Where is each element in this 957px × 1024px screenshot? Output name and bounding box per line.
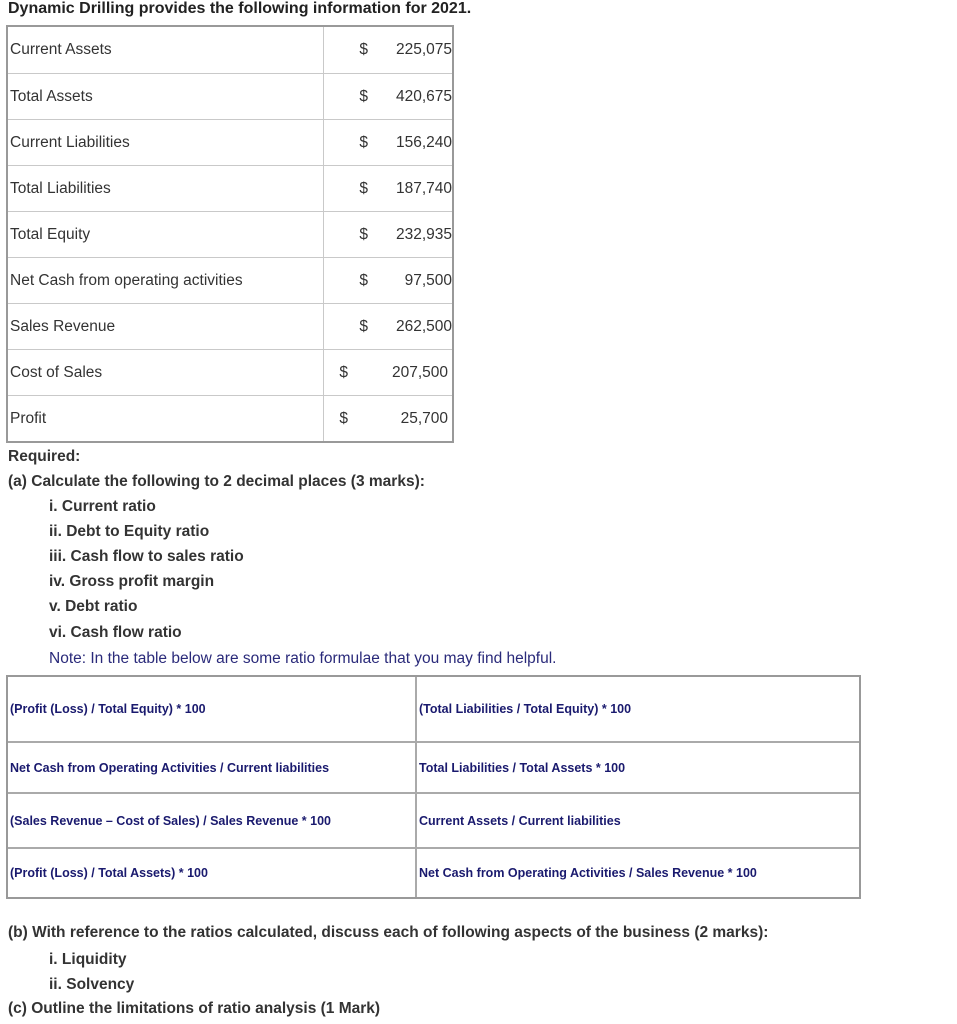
row-value-cell xyxy=(324,27,452,73)
table-row xyxy=(8,119,452,165)
row-value: 156,240 xyxy=(395,133,452,151)
part-b-item: i. Liquidity xyxy=(49,951,127,968)
row-value-cell xyxy=(324,212,452,257)
page-title: Dynamic Drilling provides the following information for 2021. xyxy=(8,0,472,17)
row-value-cell xyxy=(324,258,452,303)
currency-symbol: $ xyxy=(359,179,368,197)
table-row xyxy=(8,27,452,73)
formula-cell: (Sales Revenue – Cost of Sales) / Sales Revenue * 100 xyxy=(8,794,417,847)
table-row xyxy=(8,303,452,349)
row-value: 207,500 xyxy=(391,363,448,381)
table-row xyxy=(8,349,452,395)
row-label: Total Liabilities xyxy=(8,166,324,211)
row-label: Profit xyxy=(8,396,324,441)
table-row xyxy=(8,847,859,897)
row-value: 225,075 xyxy=(395,41,452,58)
row-label: Sales Revenue xyxy=(8,304,324,349)
currency-symbol: $ xyxy=(339,409,348,427)
table-row xyxy=(8,73,452,119)
part-b-item: ii. Solvency xyxy=(49,976,135,993)
currency-symbol: $ xyxy=(359,225,368,243)
formula-note: Note: In the table below are some ratio formulae that you may find helpful. xyxy=(49,650,557,667)
row-value: 97,500 xyxy=(404,271,452,289)
part-c-question: (c) Outline the limitations of ratio analysis (1 Mark) xyxy=(8,1000,381,1017)
row-label: Cost of Sales xyxy=(8,350,324,395)
table-row xyxy=(8,792,859,847)
row-value-cell xyxy=(324,350,452,395)
part-a-item: ii. Debt to Equity ratio xyxy=(49,523,210,540)
currency-symbol: $ xyxy=(339,363,348,381)
part-a-item: vi. Cash flow ratio xyxy=(49,624,182,641)
formula-table xyxy=(6,675,861,899)
row-value: 420,675 xyxy=(395,87,452,105)
table-row xyxy=(8,395,452,441)
row-label: Net Cash from operating activities xyxy=(8,258,324,303)
row-value: 187,740 xyxy=(395,179,452,197)
currency-symbol: $ xyxy=(359,41,368,58)
part-a-item: v. Debt ratio xyxy=(49,598,138,615)
part-a-question: (a) Calculate the following to 2 decimal places (3 marks): xyxy=(8,473,425,490)
row-label: Current Assets xyxy=(8,27,324,73)
part-b-question: (b) With reference to the ratios calculated, discuss each of following aspects of the business (2 marks): xyxy=(8,924,769,941)
table-row xyxy=(8,257,452,303)
row-value: 262,500 xyxy=(395,317,452,335)
table-row xyxy=(8,165,452,211)
formula-cell: Current Assets / Current liabilities xyxy=(419,813,621,828)
row-label: Total Equity xyxy=(8,212,324,257)
table-row xyxy=(8,211,452,257)
currency-symbol: $ xyxy=(359,87,368,105)
formula-cell: Net Cash from Operating Activities / Current liabilities xyxy=(8,743,417,792)
formula-cell: (Profit (Loss) / Total Equity) * 100 xyxy=(8,677,417,741)
required-heading: Required: xyxy=(8,448,81,465)
row-label: Current Liabilities xyxy=(8,120,324,165)
row-value-cell xyxy=(324,120,452,165)
row-value: 232,935 xyxy=(395,225,452,243)
formula-cell: Net Cash from Operating Activities / Sales Revenue * 100 xyxy=(419,866,757,880)
row-value-cell xyxy=(324,304,452,349)
row-value-cell xyxy=(324,166,452,211)
table-row xyxy=(8,741,859,792)
currency-symbol: $ xyxy=(359,317,368,335)
formula-cell: (Total Liabilities / Total Equity) * 100 xyxy=(419,702,632,716)
row-value-cell xyxy=(324,74,452,119)
table-row xyxy=(8,677,859,741)
part-a-item: iii. Cash flow to sales ratio xyxy=(49,548,244,565)
part-a-item: iv. Gross profit margin xyxy=(49,573,215,590)
formula-cell: (Profit (Loss) / Total Assets) * 100 xyxy=(8,849,417,897)
financial-table xyxy=(6,25,454,443)
formula-cell: Total Liabilities / Total Assets * 100 xyxy=(419,760,626,775)
currency-symbol: $ xyxy=(359,271,368,289)
row-value-cell xyxy=(324,396,452,441)
part-a-item: i. Current ratio xyxy=(49,498,156,515)
row-value: 25,700 xyxy=(400,409,448,427)
currency-symbol: $ xyxy=(359,133,368,151)
row-label: Total Assets xyxy=(8,74,324,119)
